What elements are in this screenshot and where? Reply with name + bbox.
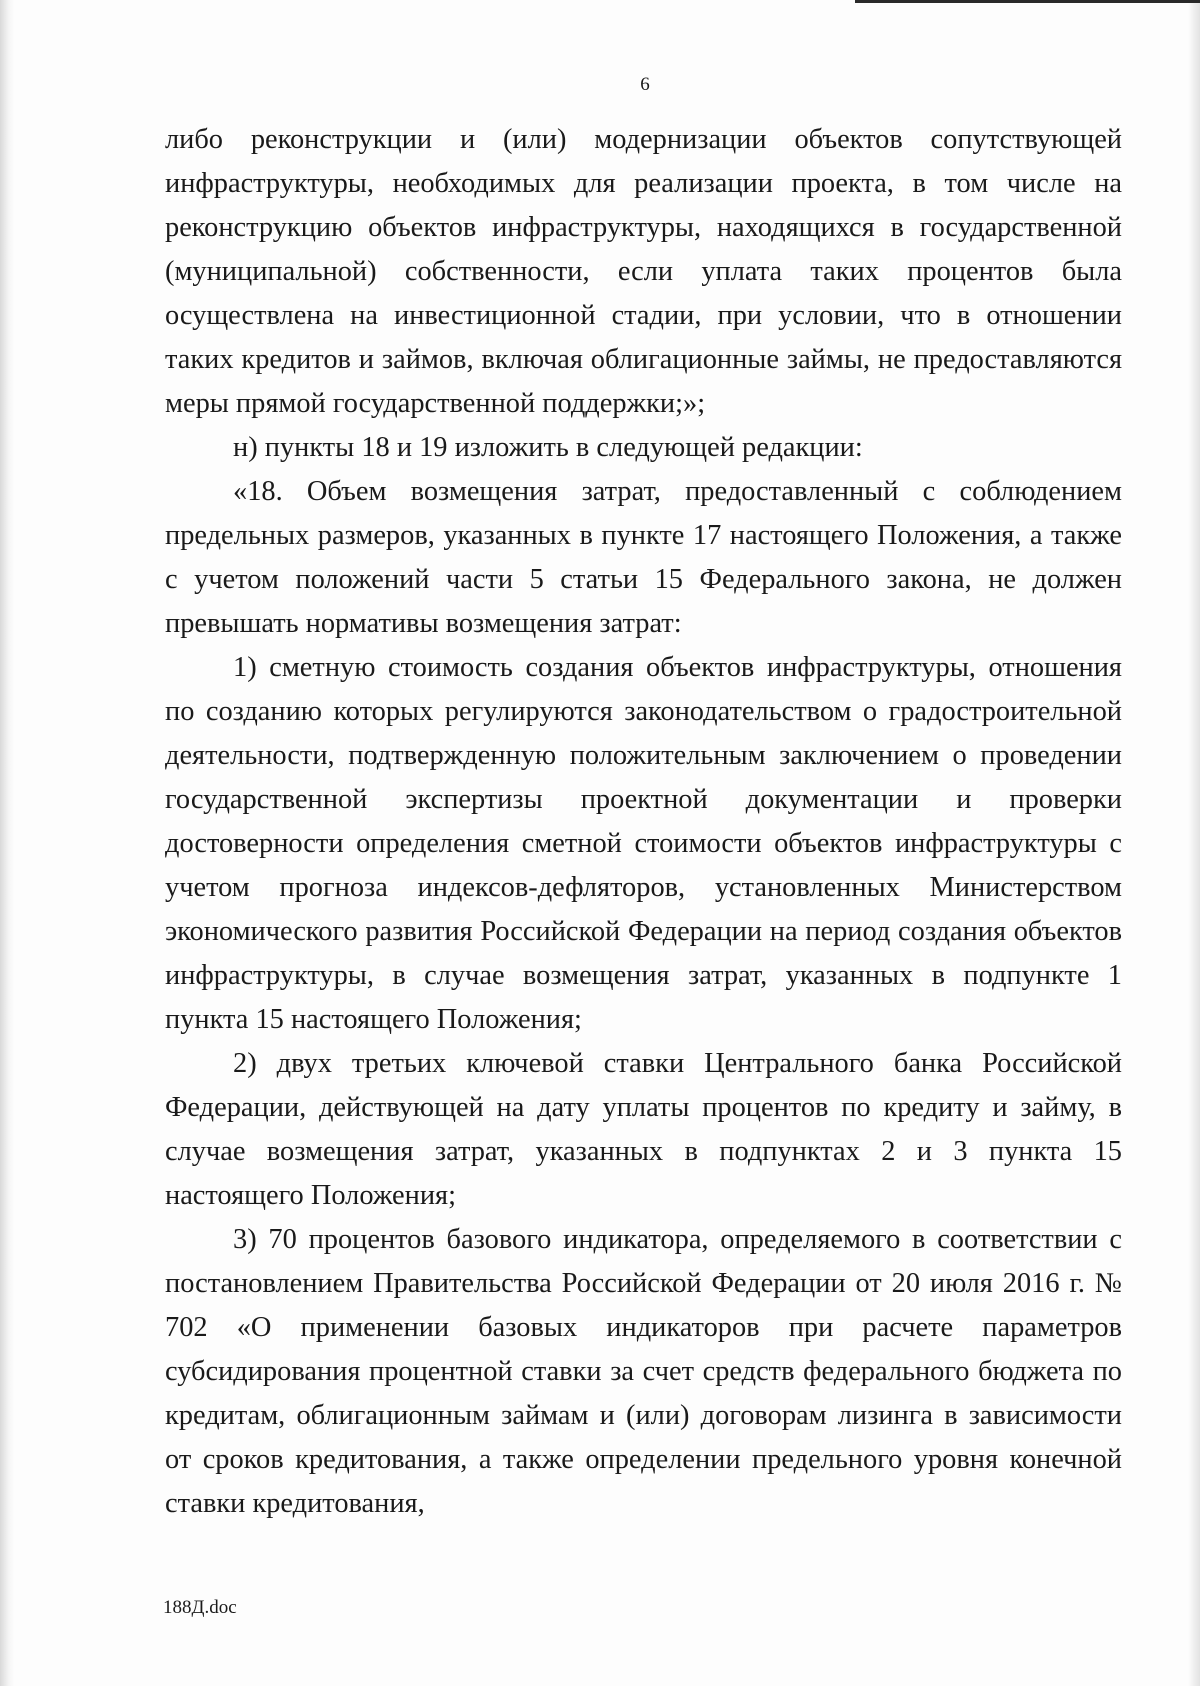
scan-top-line bbox=[855, 0, 1200, 3]
scan-shadow-right bbox=[1188, 0, 1200, 1686]
scan-shadow-left bbox=[0, 0, 14, 1686]
file-name-footer: 188Д.doc bbox=[163, 1597, 237, 1618]
paragraph-subpoint-2: 2) двух третьих ключевой ставки Центрального банка Российской Федерации, действующей на дату уплаты процентов по кредиту и займу, в случае возмещения затрат, указанных в подпунктах 2 и 3 пункта 15 настоящего Положения; bbox=[165, 1048, 1122, 1211]
paragraph-subpoint-1: 1) сметную стоимость создания объектов инфраструктуры, отношения по созданию которых регулируются законодательством о градостроительной деятельности, подтвержденную положительным заключением о проведении государственной экспертизы проектной документации и проверки достоверности определения сметной стоимости объектов инфраструктуры с учетом прогноза индексов-дефляторов, установленных Министерством экономического развития Российской Федерации на период создания объектов инфраструктуры, в случае возмещения затрат, указанных в подпункте 1 пункта 15 настоящего Положения; bbox=[165, 652, 1122, 1035]
paragraph-subpoint-3: 3) 70 процентов базового индикатора, определяемого в соответствии с постановлением Правительства Российской Федерации от 20 июля 2016 г. № 702 «О применении базовых индикаторов при расчете параметров субсидирования процентной ставки за счет средств федерального бюджета по кредитам, облигационным займам и (или) договорам лизинга в зависимости от сроков кредитования, а также определении предельного уровня конечной ставки кредитования, bbox=[165, 1224, 1122, 1519]
paragraph-point-18: «18. Объем возмещения затрат, предоставленный с соблюдением предельных размеров, указанных в пункте 17 настоящего Положения, а также с учетом положений части 5 статьи 15 Федерального закона, не должен превышать нормативы возмещения затрат: bbox=[165, 476, 1122, 639]
document-body bbox=[165, 118, 1122, 1526]
paragraph-item-n: н) пункты 18 и 19 изложить в следующей редакции: bbox=[233, 432, 863, 463]
page-number: 6 bbox=[640, 74, 650, 95]
paragraph-continuation: либо реконструкции и (или) модернизации объектов сопутствующей инфраструктуры, необходимых для реализации проекта, в том числе на реконструкцию объектов инфраструктуры, находящихся в государственной (муниципальной) собственности, если уплата таких процентов была осуществлена на инвестиционной стадии, при условии, что в отношении таких кредитов и займов, включая облигационные займы, не предоставляются меры прямой государственной поддержки;»; bbox=[165, 124, 1122, 419]
